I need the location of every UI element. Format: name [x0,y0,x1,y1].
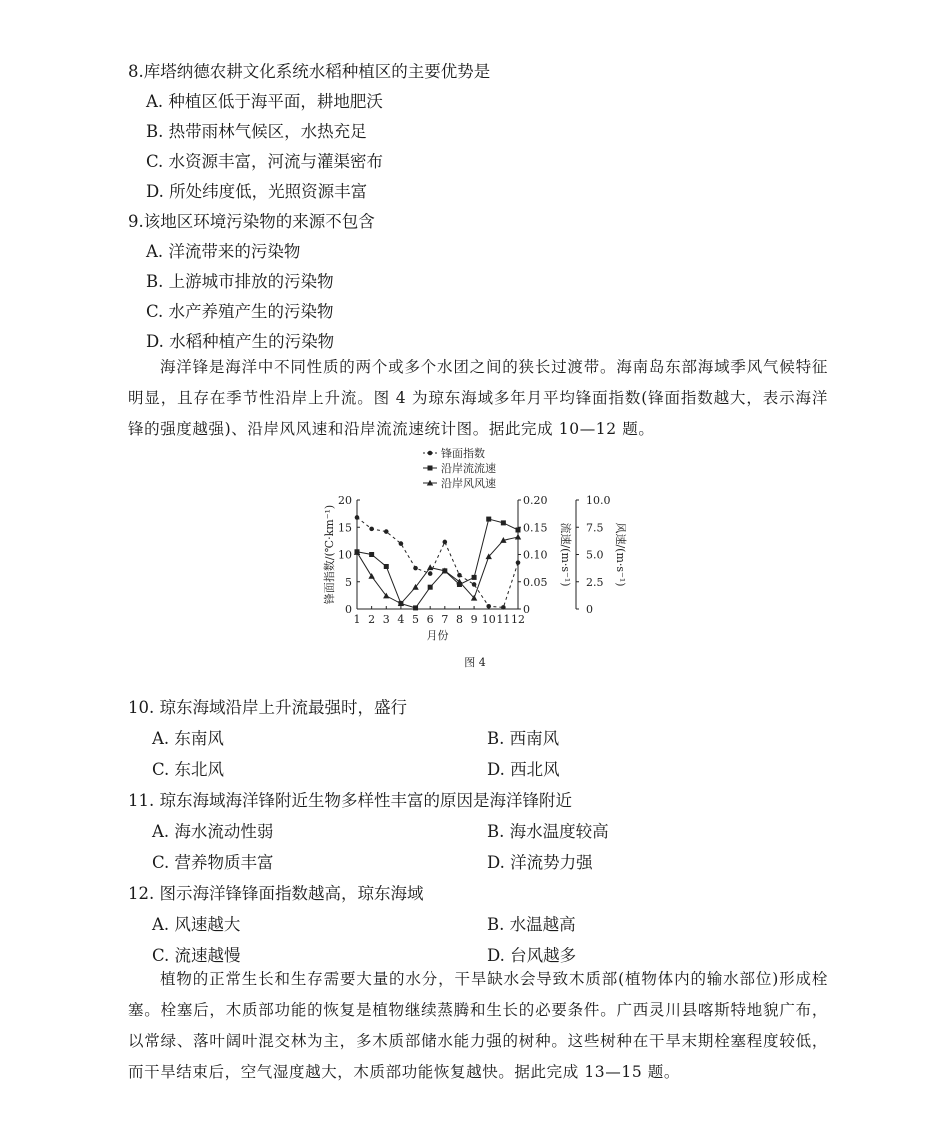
q10-option-c: C. 东北风 [152,760,225,779]
x-tick-label: 1 [353,613,361,626]
q11-option-d: D. 洋流势力强 [487,853,593,872]
passage-ocean-front: 海洋锋是海洋中不同性质的两个或多个水团之间的狭长过渡带。海南岛东部海域季风气候特征明显，且存在季节性沿岸上升流。图 4 为琼东海域多年月平均锋面指数(锋面指数越大，表示海洋锋的强度越强)、沿岸风风速和沿岸流流速统计图。据此完成 10—12 题。 [128,358,828,438]
mid-tick-label: 0.10 [523,548,548,562]
mid-tick-label: 0 [523,603,530,616]
x-tick-label: 6 [426,613,434,626]
question-8-stem: 8.库塔纳德农耕文化系统水稻种植区的主要优势是 [128,62,491,81]
series-1-point [369,527,374,532]
question-9-stem: 9.该地区环境污染物的来源不包含 [128,212,375,231]
q10-option-b: B. 西南风 [487,729,560,748]
series-3-point [515,534,521,540]
q9-option-d: D. 水稻种植产生的污染物 [146,332,335,351]
left-axis-label: 锋面指数/(℃·km⁻¹) [323,504,336,605]
x-tick-label: 11 [496,613,511,626]
x-tick-label: 2 [368,613,376,626]
series-2-point [369,552,374,557]
left-tick-label: 20 [338,494,352,507]
right-tick-label: 0 [586,603,593,616]
series-2-point [516,527,521,532]
q8-option-d: D. 所处纬度低，光照资源丰富 [146,182,368,201]
q9-option-b: B. 上游城市排放的污染物 [146,272,334,291]
x-tick-label: 7 [441,613,449,626]
mid-axis-label: 流速/(m·s⁻¹) [559,522,572,587]
q10-option-a: A. 东南风 [152,729,224,748]
left-tick-label: 10 [338,548,352,562]
left-tick-label: 15 [338,521,352,535]
series-3-point [368,573,374,579]
series-1-point [486,604,491,609]
q12-option-a: A. 风速越大 [152,915,241,934]
q8-option-b: B. 热带雨林气候区，水热充足 [146,122,367,141]
q10-option-d: D. 西北风 [487,760,560,779]
legend-label-1: 锋面指数 [441,447,485,460]
series-2-point [501,520,506,525]
legend-marker-1 [428,451,433,456]
series-1-point [399,541,404,546]
right-tick-label: 5.0 [586,548,604,562]
series-1-point [428,571,433,576]
series-1-point [516,560,521,565]
legend-label-2: 沿岸流流速 [441,462,496,475]
x-tick-label: 4 [397,613,405,626]
series-2-point [384,564,389,569]
q9-option-c: C. 水产养殖产生的污染物 [146,302,334,321]
mid-tick-label: 0.15 [523,521,548,535]
q11-option-a: A. 海水流动性弱 [152,822,274,841]
passage-xylem-embolism: 植物的正常生长和生存需要大量的水分，干旱缺水会导致木质部(植物体内的输水部位)形成栓塞。栓塞后，木质部功能的恢复是植物继续蒸腾和生长的必要条件。广西灵川县喀斯特地貌广布，以常绿、落叶阔叶混交林为主，多木质部储水能力强的树种。这些树种在干旱末期栓塞程度较低，而干旱结束后，空气湿度越大，木质部功能恢复越快。据此完成 13—15 题。 [128,970,828,1081]
question-12-stem: 12. 图示海洋锋锋面指数越高，琼东海域 [128,884,424,903]
left-tick-label: 5 [345,575,352,589]
q8-option-c: C. 水资源丰富，河流与灌渠密布 [146,152,384,171]
x-axis-label: 月份 [426,629,449,642]
x-tick-label: 8 [455,613,463,626]
x-tick-label: 5 [412,613,420,626]
x-tick-label: 12 [511,613,525,626]
legend-label-3: 沿岸风风速 [441,477,496,490]
series-1-point [384,529,389,534]
series-line-3 [357,537,518,603]
right-tick-label: 10.0 [586,494,611,507]
series-1-point [355,515,360,520]
series-1-point [443,540,448,545]
series-1-point [501,605,506,610]
right-tick-label: 7.5 [586,521,604,535]
q12-option-d: D. 台风越多 [487,946,577,965]
figure-caption: 图 4 [464,656,486,669]
q12-option-c: C. 流速越慢 [152,946,241,965]
series-2-point [413,605,418,610]
question-11-stem: 11. 琼东海域海洋锋附近生物多样性丰富的原因是海洋锋附近 [128,791,572,810]
left-tick-label: 0 [345,603,352,616]
x-tick-label: 3 [382,613,390,626]
q9-option-a: A. 洋流带来的污染物 [146,242,301,261]
series-2-point [428,585,433,590]
series-line-2 [357,519,518,608]
series-1-point [472,582,477,587]
series-2-point [486,517,491,522]
series-3-point [427,564,433,570]
series-1-point [413,566,418,571]
right-axis-label: 风速/(m·s⁻¹) [614,522,627,587]
mid-tick-label: 0.20 [523,494,548,507]
q11-option-b: B. 海水温度较高 [487,822,609,841]
series-1-point [457,573,462,578]
question-10-stem: 10. 琼东海域沿岸上升流最强时，盛行 [128,698,407,717]
legend-marker-2 [428,466,433,471]
q11-option-c: C. 营养物质丰富 [152,853,274,872]
x-tick-label: 10 [481,613,496,626]
q8-option-a: A. 种植区低于海平面，耕地肥沃 [146,92,383,111]
q12-option-b: B. 水温越高 [487,915,576,934]
x-tick-label: 9 [470,613,478,626]
series-3-point [456,578,462,584]
series-2-point [472,575,477,580]
mid-tick-label: 0.05 [523,575,548,589]
right-tick-label: 2.5 [586,575,604,589]
